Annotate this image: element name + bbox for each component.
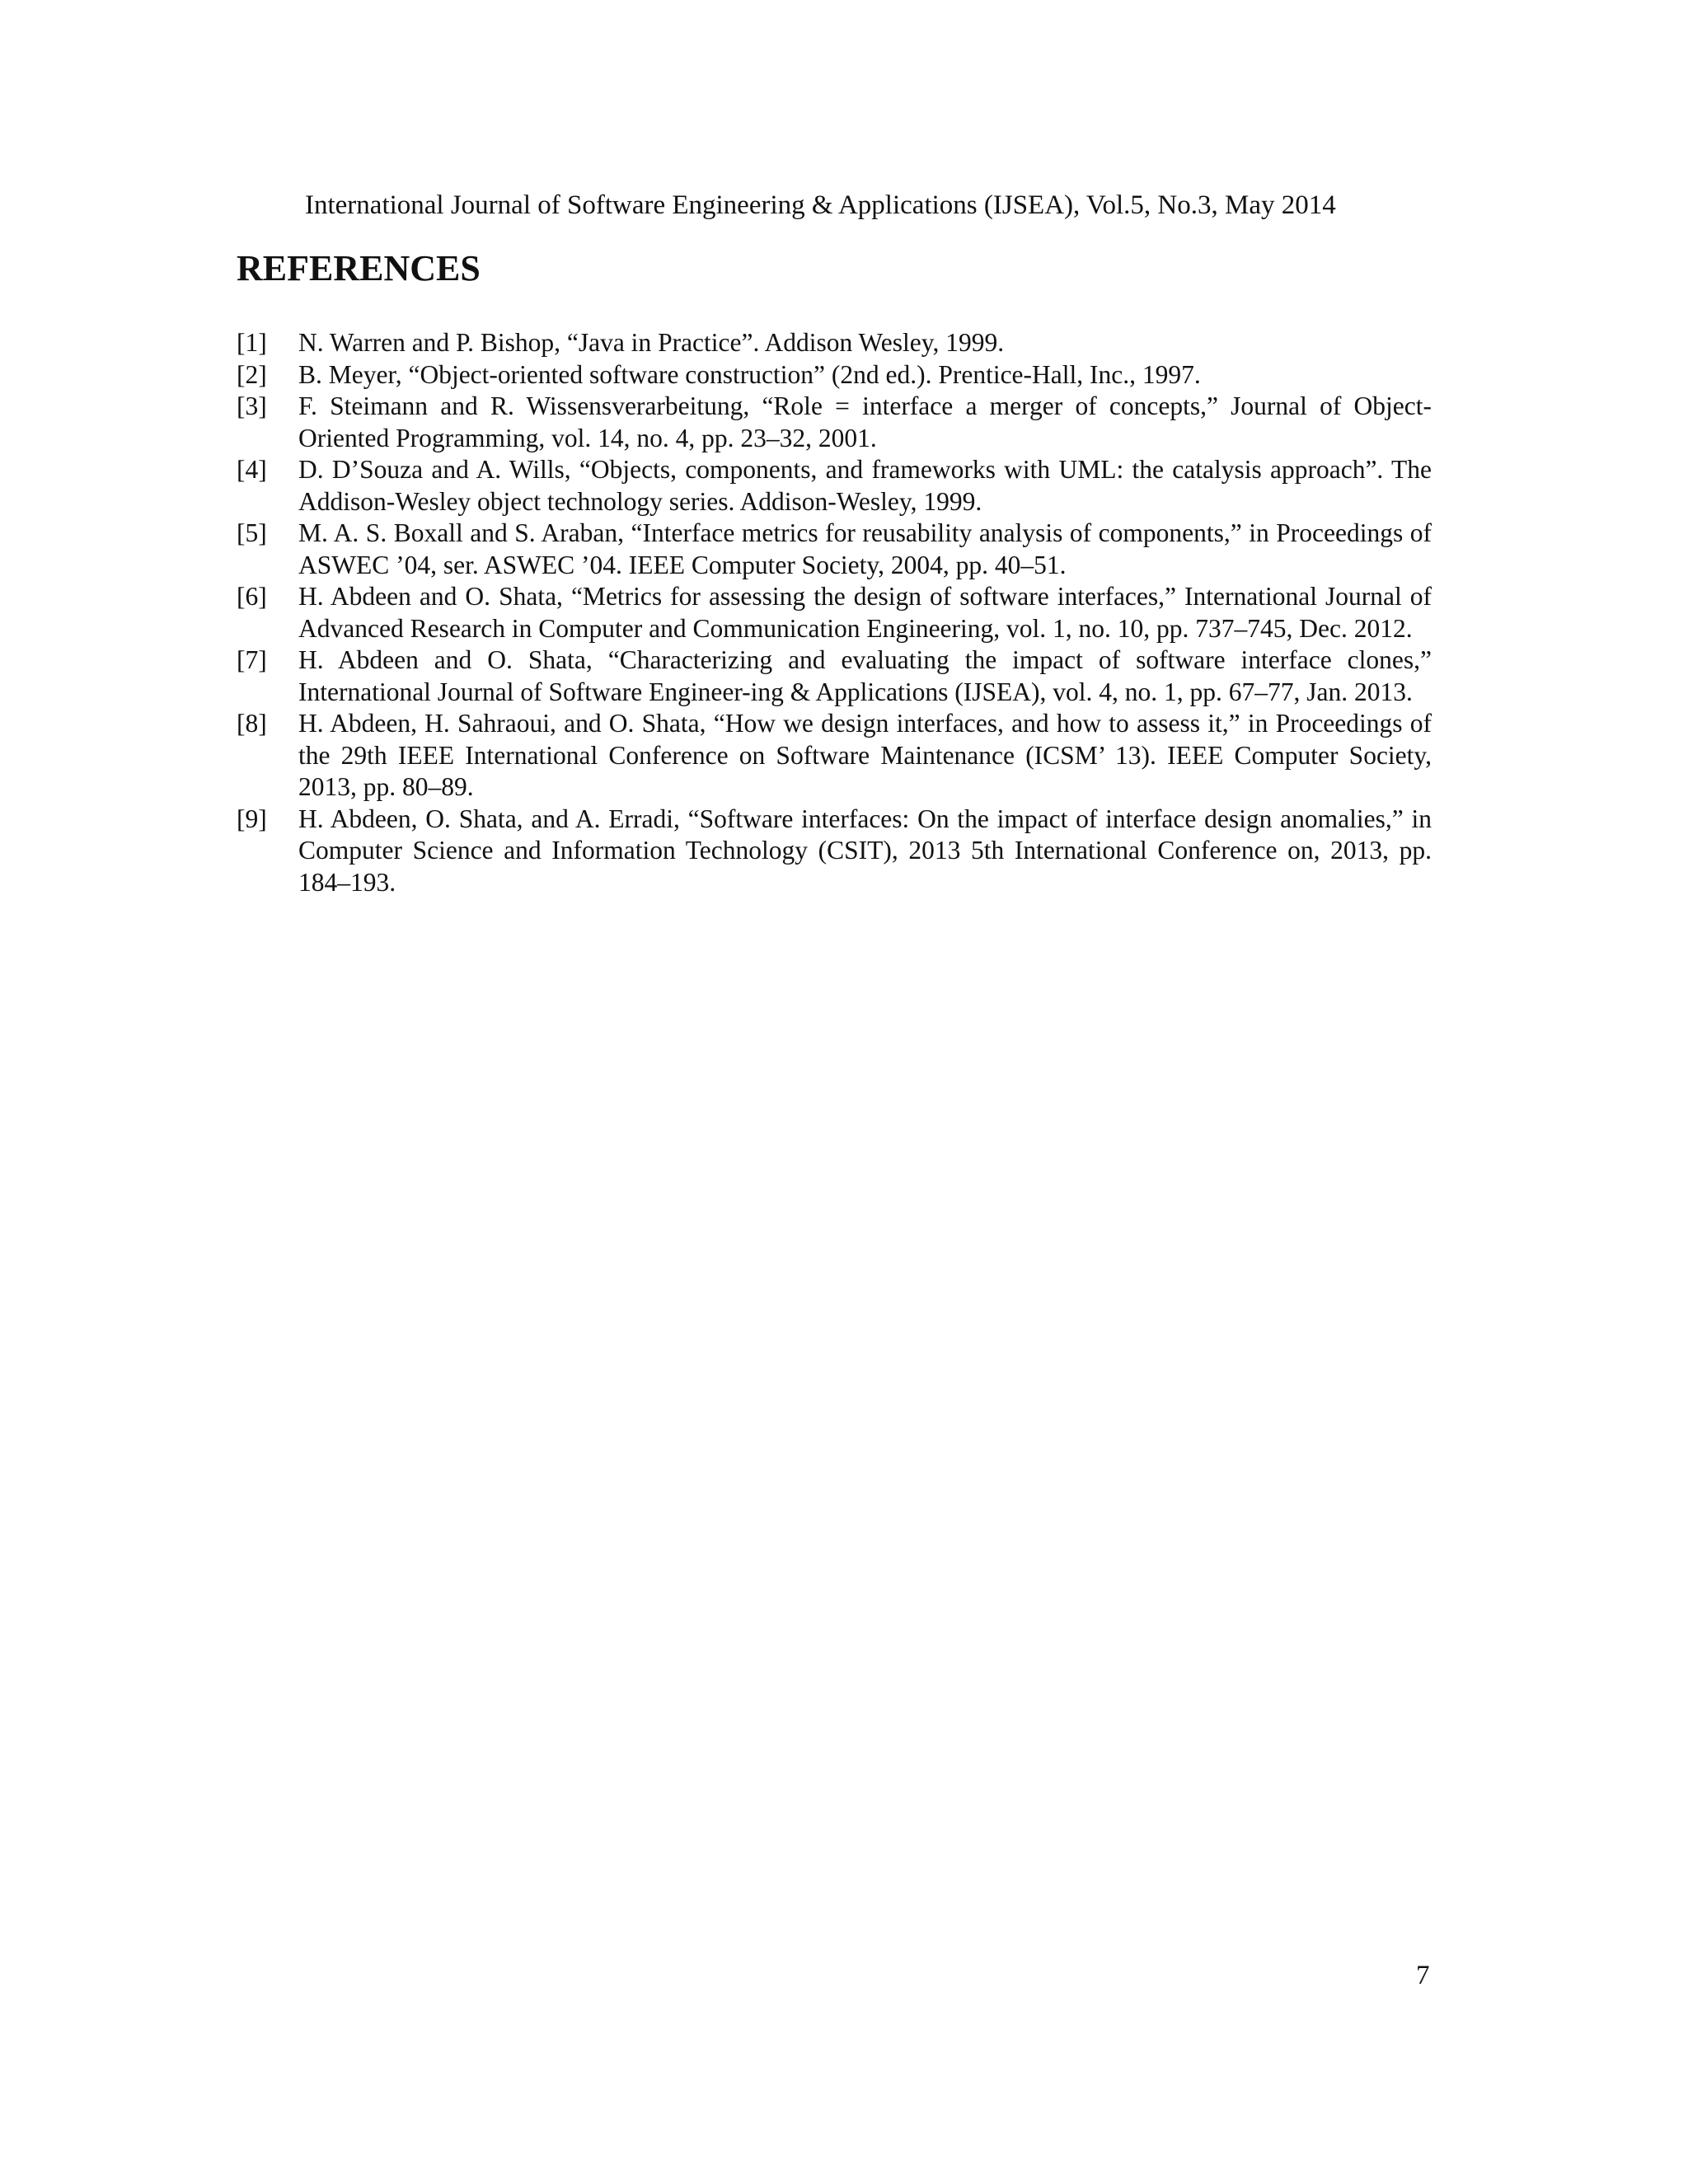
reference-text: H. Abdeen and O. Shata, “Metrics for assessing the design of software interfaces,” International Journal of Advanced Research in Computer and Communication Engineering, vol. 1, no. 10, pp. 737–745, Dec. 2012. <box>298 582 1432 643</box>
reference-number: [4] <box>237 455 267 484</box>
reference-text: N. Warren and P. Bishop, “Java in Practice”. Addison Wesley, 1999. <box>298 328 1005 357</box>
reference-number: [5] <box>237 518 267 547</box>
reference-number: [7] <box>237 645 267 674</box>
reference-number: [1] <box>237 328 267 357</box>
reference-item <box>237 359 1432 391</box>
reference-text: D. D’Souza and A. Wills, “Objects, components, and frameworks with UML: the catalysis approach”. The Addison-Wesley object technology series. Addison-Wesley, 1999. <box>298 455 1432 516</box>
page-number: 7 <box>1416 1961 1430 1990</box>
reference-text: B. Meyer, “Object-oriented software construction” (2nd ed.). Prentice-Hall, Inc., 1997. <box>298 359 1201 389</box>
running-header: International Journal of Software Engineering & Applications (IJSEA), Vol.5, No.3, May 2014 <box>305 190 1336 220</box>
references-heading: REFERENCES <box>237 248 481 288</box>
reference-number: [9] <box>237 804 267 833</box>
reference-text: M. A. S. Boxall and S. Araban, “Interface metrics for reusability analysis of components,” in Proceedings of ASWEC ’04, ser. ASWEC ’04. IEEE Computer Society, 2004, pp. 40–51. <box>298 518 1432 579</box>
reference-item <box>237 804 1432 899</box>
reference-item <box>237 708 1432 804</box>
reference-item <box>237 518 1432 581</box>
reference-text: H. Abdeen and O. Shata, “Characterizing and evaluating the impact of software interface clones,” International Journal of Software Engineer-ing & Applications (IJSEA), vol. 4, no. 1, pp. 67–77, Jan. 2013. <box>298 645 1432 706</box>
reference-item <box>237 391 1432 454</box>
reference-text: F. Steimann and R. Wissensverarbeitung, “Role = interface a merger of concepts,” Journal of Object-Oriented Programming, vol. 14, no. 4, pp. 23–32, 2001. <box>298 391 1432 452</box>
reference-number: [2] <box>237 359 267 389</box>
references-list <box>237 327 1432 898</box>
reference-text: H. Abdeen, O. Shata, and A. Erradi, “Software interfaces: On the impact of interface design anomalies,” in Computer Science and Information Technology (CSIT), 2013 5th International Conference on, 2013, pp. 184–193. <box>298 804 1432 897</box>
reference-item <box>237 454 1432 518</box>
reference-item <box>237 644 1432 708</box>
reference-number: [8] <box>237 709 267 738</box>
reference-item <box>237 327 1432 359</box>
reference-number: [3] <box>237 391 267 420</box>
reference-text: H. Abdeen, H. Sahraoui, and O. Shata, “How we design interfaces, and how to assess it,” in Proceedings of the 29th IEEE International Conference on Software Maintenance (ICSM’ 13). IEEE Computer Society, 2013, pp. 80–89. <box>298 709 1432 801</box>
reference-number: [6] <box>237 582 267 611</box>
reference-item <box>237 581 1432 644</box>
